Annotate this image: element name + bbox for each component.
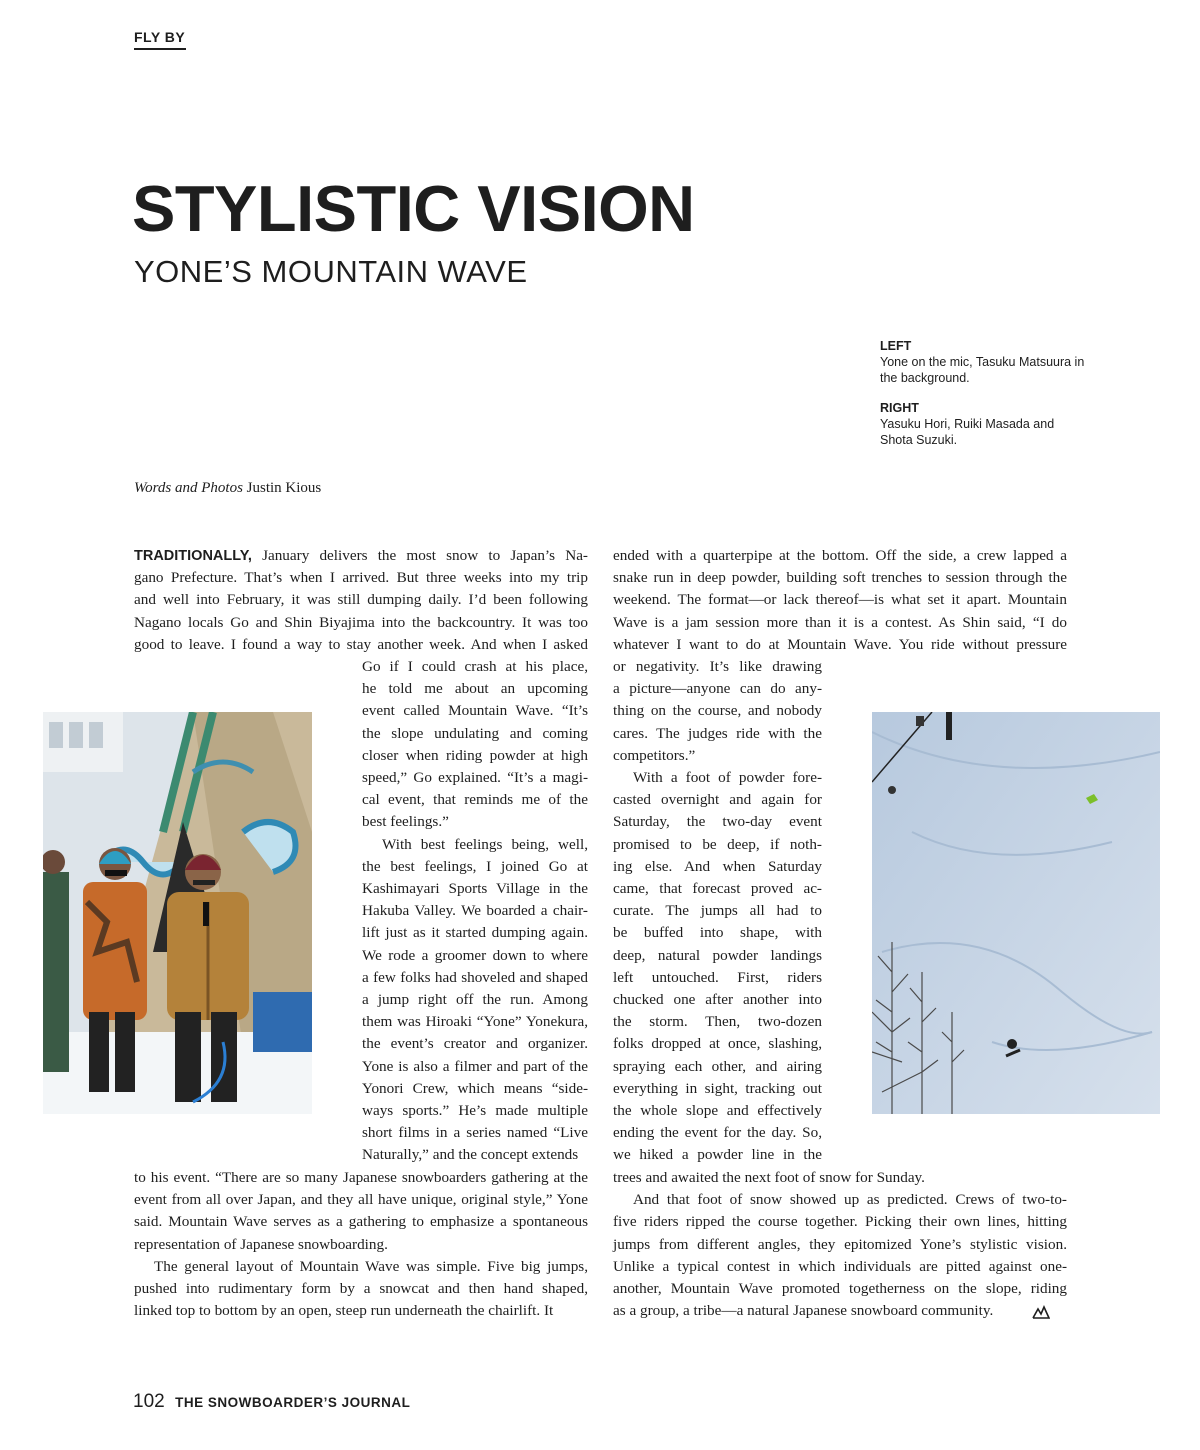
text-line: ending the event for the day. So, <box>613 1124 822 1142</box>
column-1-top <box>134 545 588 656</box>
text-line: chucked one after another into <box>613 991 822 1009</box>
text-line: everything in sight, tracking out <box>613 1079 822 1097</box>
text-line: event from all over Japan, and they all have unique, original style,” Yone <box>134 1191 588 1209</box>
text-line: event called Mountain Wave. “It’s <box>362 702 588 720</box>
caption-left-text: Yone on the mic, Tasuku Matsuura in the background. <box>880 355 1085 385</box>
column-2-narrow <box>613 656 822 1167</box>
byline-label: Words and Photos <box>134 480 243 496</box>
text-line: thing on the course, and nobody <box>613 702 822 720</box>
text-line: the slope undulating and coming <box>362 724 588 742</box>
text-line: Wave is a jam session more than it is a contest. As Shin said, “I do <box>613 613 1067 631</box>
text-line: casted overnight and again for <box>613 791 822 809</box>
text-line: snake run in deep powder, building soft trenches to session through the <box>613 569 1067 587</box>
column-1-narrow <box>362 656 588 1167</box>
photo-yone-illustration <box>43 712 312 1114</box>
text-line: to his event. “There are so many Japanese snowboarders gathering at the <box>134 1169 588 1186</box>
text-line: as a group, a tribe—a natural Japanese snowboard community. <box>613 1302 994 1320</box>
text-line: or negativity. It’s like drawing <box>613 658 822 675</box>
text-line: whatever I want to do at Mountain Wave. You ride without pressure <box>613 635 1067 653</box>
text-line: speed,” Go explained. “It’s a magi- <box>362 769 588 787</box>
text-line: Hakuba Valley. We boarded a chair- <box>362 902 588 920</box>
text-line: spraying each other, and airing <box>613 1057 822 1075</box>
text-line: ended with a quarterpipe at the bottom. Off the side, a crew lapped a <box>613 547 1067 564</box>
text-line: a picture—anyone can do any- <box>613 680 822 698</box>
text-line: ways sports.” He’s made multiple <box>362 1102 588 1120</box>
text-line: weekend. The format—or lack thereof—is what set it apart. Mountain <box>613 591 1067 609</box>
photo-yone-on-mic <box>43 712 312 1114</box>
text-line: good to leave. I found a way to stay another week. And when I asked <box>134 635 588 653</box>
text-line: and well into February, it was still dumping daily. I’d been following <box>134 591 588 609</box>
section-tag-underline <box>134 48 186 50</box>
text-line: short films in a series named “Live <box>362 1124 588 1142</box>
text-line: them was Hiroaki “Yone” Yonekura, <box>362 1013 588 1031</box>
lead-word: TRADITIONALLY, <box>134 548 252 564</box>
text-line: Unlike a typical contest in which individuals are pitted against one- <box>613 1257 1067 1275</box>
text-line: the event’s creator and organizer. <box>362 1035 588 1053</box>
caption-right-heading: RIGHT <box>880 401 919 415</box>
text-line: he told me about an upcoming <box>362 680 588 698</box>
text-line: promised to be deep, if noth- <box>613 835 822 853</box>
text-line: We rode a groomer down to where <box>362 946 588 964</box>
text-line: lift just as it started dumping again. <box>362 924 588 942</box>
text-line: five riders ripped the course together. Picking their own lines, hitting <box>613 1213 1067 1231</box>
text-line: pushed into rudimentary form by a snowcat and then hand shaped, <box>134 1280 588 1298</box>
article-title: STYLISTIC VISION <box>132 172 695 245</box>
text-line: the whole slope and effectively <box>613 1102 822 1120</box>
text-line: we hiked a powder line in the <box>613 1146 822 1164</box>
text-line: gano Prefecture. That’s when I arrived. But three weeks into my trip <box>134 569 588 587</box>
text-line: competitors.” <box>613 746 696 764</box>
photo-captions <box>880 338 1090 462</box>
lead-paragraph <box>134 545 588 567</box>
text-line: left untouched. First, riders <box>613 968 822 986</box>
caption-right <box>880 400 1090 448</box>
text-line: Nagano locals Go and Shin Biyajima into the backcountry. It was too <box>134 613 588 631</box>
text-line: The general layout of Mountain Wave was simple. Five big jumps, <box>154 1257 588 1275</box>
text-line: the best feelings, I joined Go at <box>362 857 588 875</box>
text-line: trees and awaited the next foot of snow for Sunday. <box>613 1169 925 1186</box>
text-line: curate. The jumps all had to <box>613 902 822 920</box>
caption-right-text: Yasuku Hori, Ruiki Masada and Shota Suzuki. <box>880 417 1055 447</box>
column-2-bottom <box>613 1167 1067 1322</box>
byline-name: Justin Kious <box>246 480 322 496</box>
text-line: With best feelings being, well, <box>382 835 588 853</box>
text-line: Yonori Crew, which means “side- <box>362 1079 588 1097</box>
text-line: be buffed into shape, with <box>613 924 822 942</box>
text-line: best feelings.” <box>362 813 449 831</box>
photo-aerial-riders <box>872 712 1160 1114</box>
text-line: a few folks had shoveled and shaped <box>362 968 588 986</box>
text-line: another, Mountain Wave promoted togetherness on the slope, riding <box>613 1280 1067 1298</box>
publication-name: THE SNOWBOARDER’S JOURNAL <box>175 1394 411 1410</box>
page-number: 102 <box>133 1391 165 1412</box>
text-line: cares. The judges ride with the <box>613 724 822 742</box>
photo-aerial-illustration <box>872 712 1160 1114</box>
text-line: Saturday, the two-day event <box>613 813 822 831</box>
text-line: cal event, that reminds me of the <box>362 791 588 809</box>
text-line: deep, natural powder landings <box>613 946 822 964</box>
caption-left-heading: LEFT <box>880 339 912 353</box>
text-line: With a foot of powder fore- <box>633 769 822 787</box>
text-line: Kashimayari Sports Village in the <box>362 880 588 898</box>
text-line: representation of Japanese snowboarding. <box>134 1235 388 1253</box>
text-line: jumps from different angles, they epitomized Yone’s stylistic vision. <box>613 1235 1067 1253</box>
column-1-bottom <box>134 1167 588 1322</box>
mountain-end-icon <box>1032 1305 1050 1319</box>
article-subtitle: YONE’S MOUNTAIN WAVE <box>134 254 528 289</box>
text-line: linked top to bottom by an open, steep run underneath the chairlift. It <box>134 1302 554 1320</box>
text-line: Go if I could crash at his place, <box>362 658 588 675</box>
column-2-top <box>613 545 1067 656</box>
text-line: ing else. And when Saturday <box>613 857 822 875</box>
text-line: said. Mountain Wave serves as a gathering to emphasize a spontaneous <box>134 1213 588 1231</box>
text-line: Yone is also a filmer and part of the <box>362 1057 588 1075</box>
caption-left <box>880 338 1090 386</box>
lead-text: January delivers the most snow to Japan’s Na- <box>262 547 588 564</box>
text-line: Naturally,” and the concept extends <box>362 1146 579 1164</box>
text-line: And that foot of snow showed up as predicted. Crews of two-to- <box>633 1191 1067 1209</box>
page-footer <box>133 1391 410 1413</box>
text-line: closer when riding powder at high <box>362 746 588 764</box>
text-line: a jump right off the run. Among <box>362 991 588 1009</box>
byline <box>134 480 321 497</box>
text-line: came, that forecast proved ac- <box>613 880 822 898</box>
text-line: folks dropped at once, slashing, <box>613 1035 822 1053</box>
section-tag: FLY BY <box>134 29 186 45</box>
text-line: the storm. Then, two-dozen <box>613 1013 822 1031</box>
